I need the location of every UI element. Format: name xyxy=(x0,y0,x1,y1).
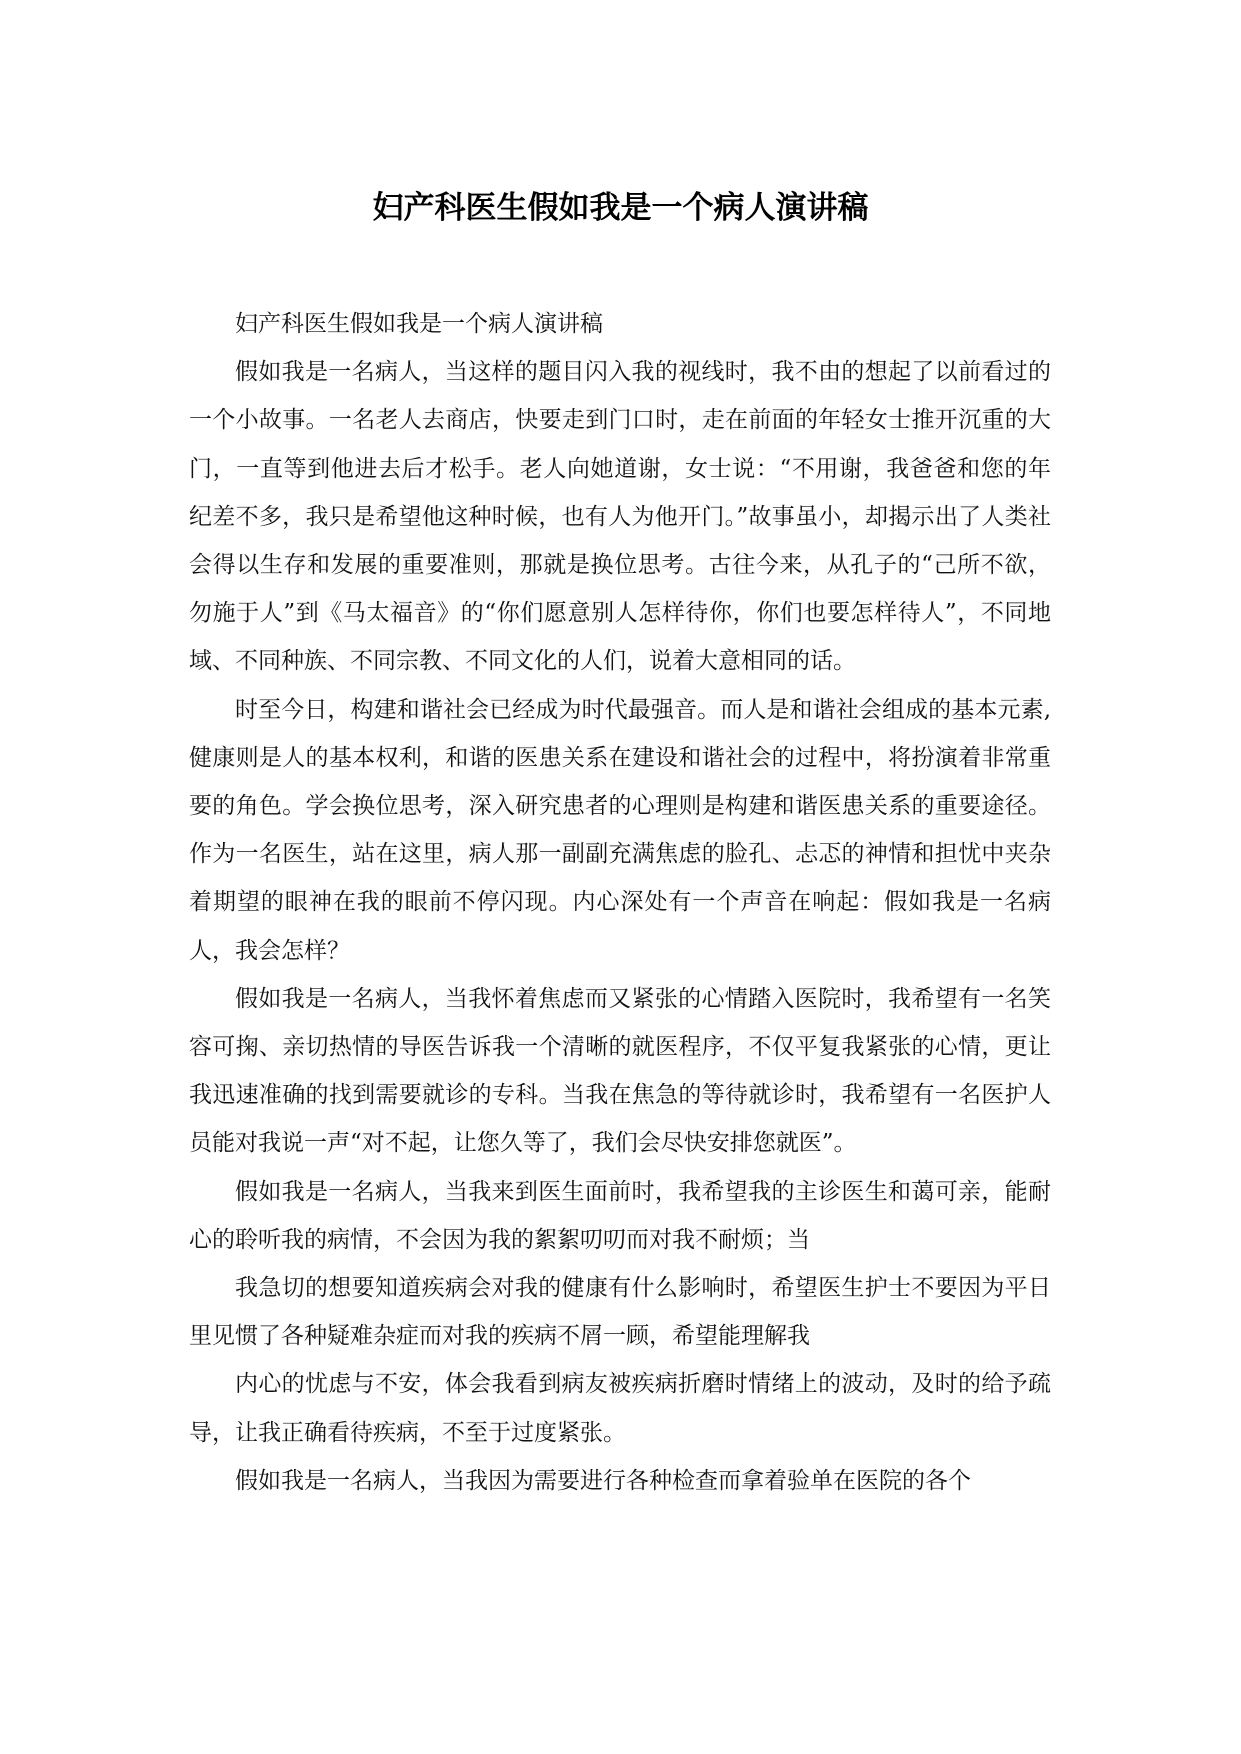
document-body xyxy=(189,300,1051,1505)
paragraph: 假如我是一名病人，当我因为需要进行各种检查而拿着验单在医院的各个 xyxy=(235,1467,971,1494)
document-title: 妇产科医生假如我是一个病人演讲稿 xyxy=(372,190,869,226)
paragraph: 假如我是一名病人，当这样的题目闪入我的视线时，我不由的想起了以前看过的一个小故事。一名老人去商店，快要走到门口时，走在前面的年轻女士推开沉重的大门，一直等到他进去后才松手。老人向她道谢，女士说：“不用谢，我爸爸和您的年纪差不多，我只是希望他这种时候，也有人为他开门。”故事虽小，却揭示出了人类社会得以生存和发展的重要准则，那就是换位思考。古往今来，从孔子的“己所不欲，勿施于人”到《马太福音》的“你们愿意别人怎样待你，你们也要怎样待人”，不同地域、不同种族、不同宗教、不同文化的人们，说着大意相同的话。 xyxy=(189,359,1051,675)
paragraph: 假如我是一名病人，当我来到医生面前时，我希望我的主诊医生和蔼可亲，能耐心的聆听我的病情，不会因为我的絮絮叨叨而对我不耐烦；当 xyxy=(189,1178,1051,1253)
paragraph: 内心的忧虑与不安，体会我看到病友被疾病折磨时情绪上的波动，及时的给予疏导，让我正确看待疾病，不至于过度紧张。 xyxy=(189,1371,1051,1446)
paragraph: 假如我是一名病人，当我怀着焦虑而又紧张的心情踏入医院时，我希望有一名笑容可掬、亲切热情的导医告诉我一个清晰的就医程序，不仅平复我紧张的心情，更让我迅速准确的找到需要就诊的专科。当我在焦急的等待就诊时，我希望有一名医护人员能对我说一声“对不起，让您久等了，我们会尽快安排您就医”。 xyxy=(189,985,1051,1157)
paragraph: 时至今日，构建和谐社会已经成为时代最强音。而人是和谐社会组成的基本元素,健康则是人的基本权利，和谐的医患关系在建设和谐社会的过程中，将扮演着非常重要的角色。学会换位思考，深入研究患者的心理则是构建和谐医患关系的重要途径。作为一名医生，站在这里，病人那一副副充满焦虑的脸孔、忐忑的神情和担忧中夹杂着期望的眼神在我的眼前不停闪现。内心深处有一个声音在响起：假如我是一名病人，我会怎样？ xyxy=(189,696,1051,964)
paragraph: 妇产科医生假如我是一个病人演讲稿 xyxy=(235,311,603,337)
paragraph: 我急切的想要知道疾病会对我的健康有什么影响时，希望医生护士不要因为平日里见惯了各种疑难杂症而对我的疾病不屑一顾，希望能理解我 xyxy=(189,1275,1051,1350)
